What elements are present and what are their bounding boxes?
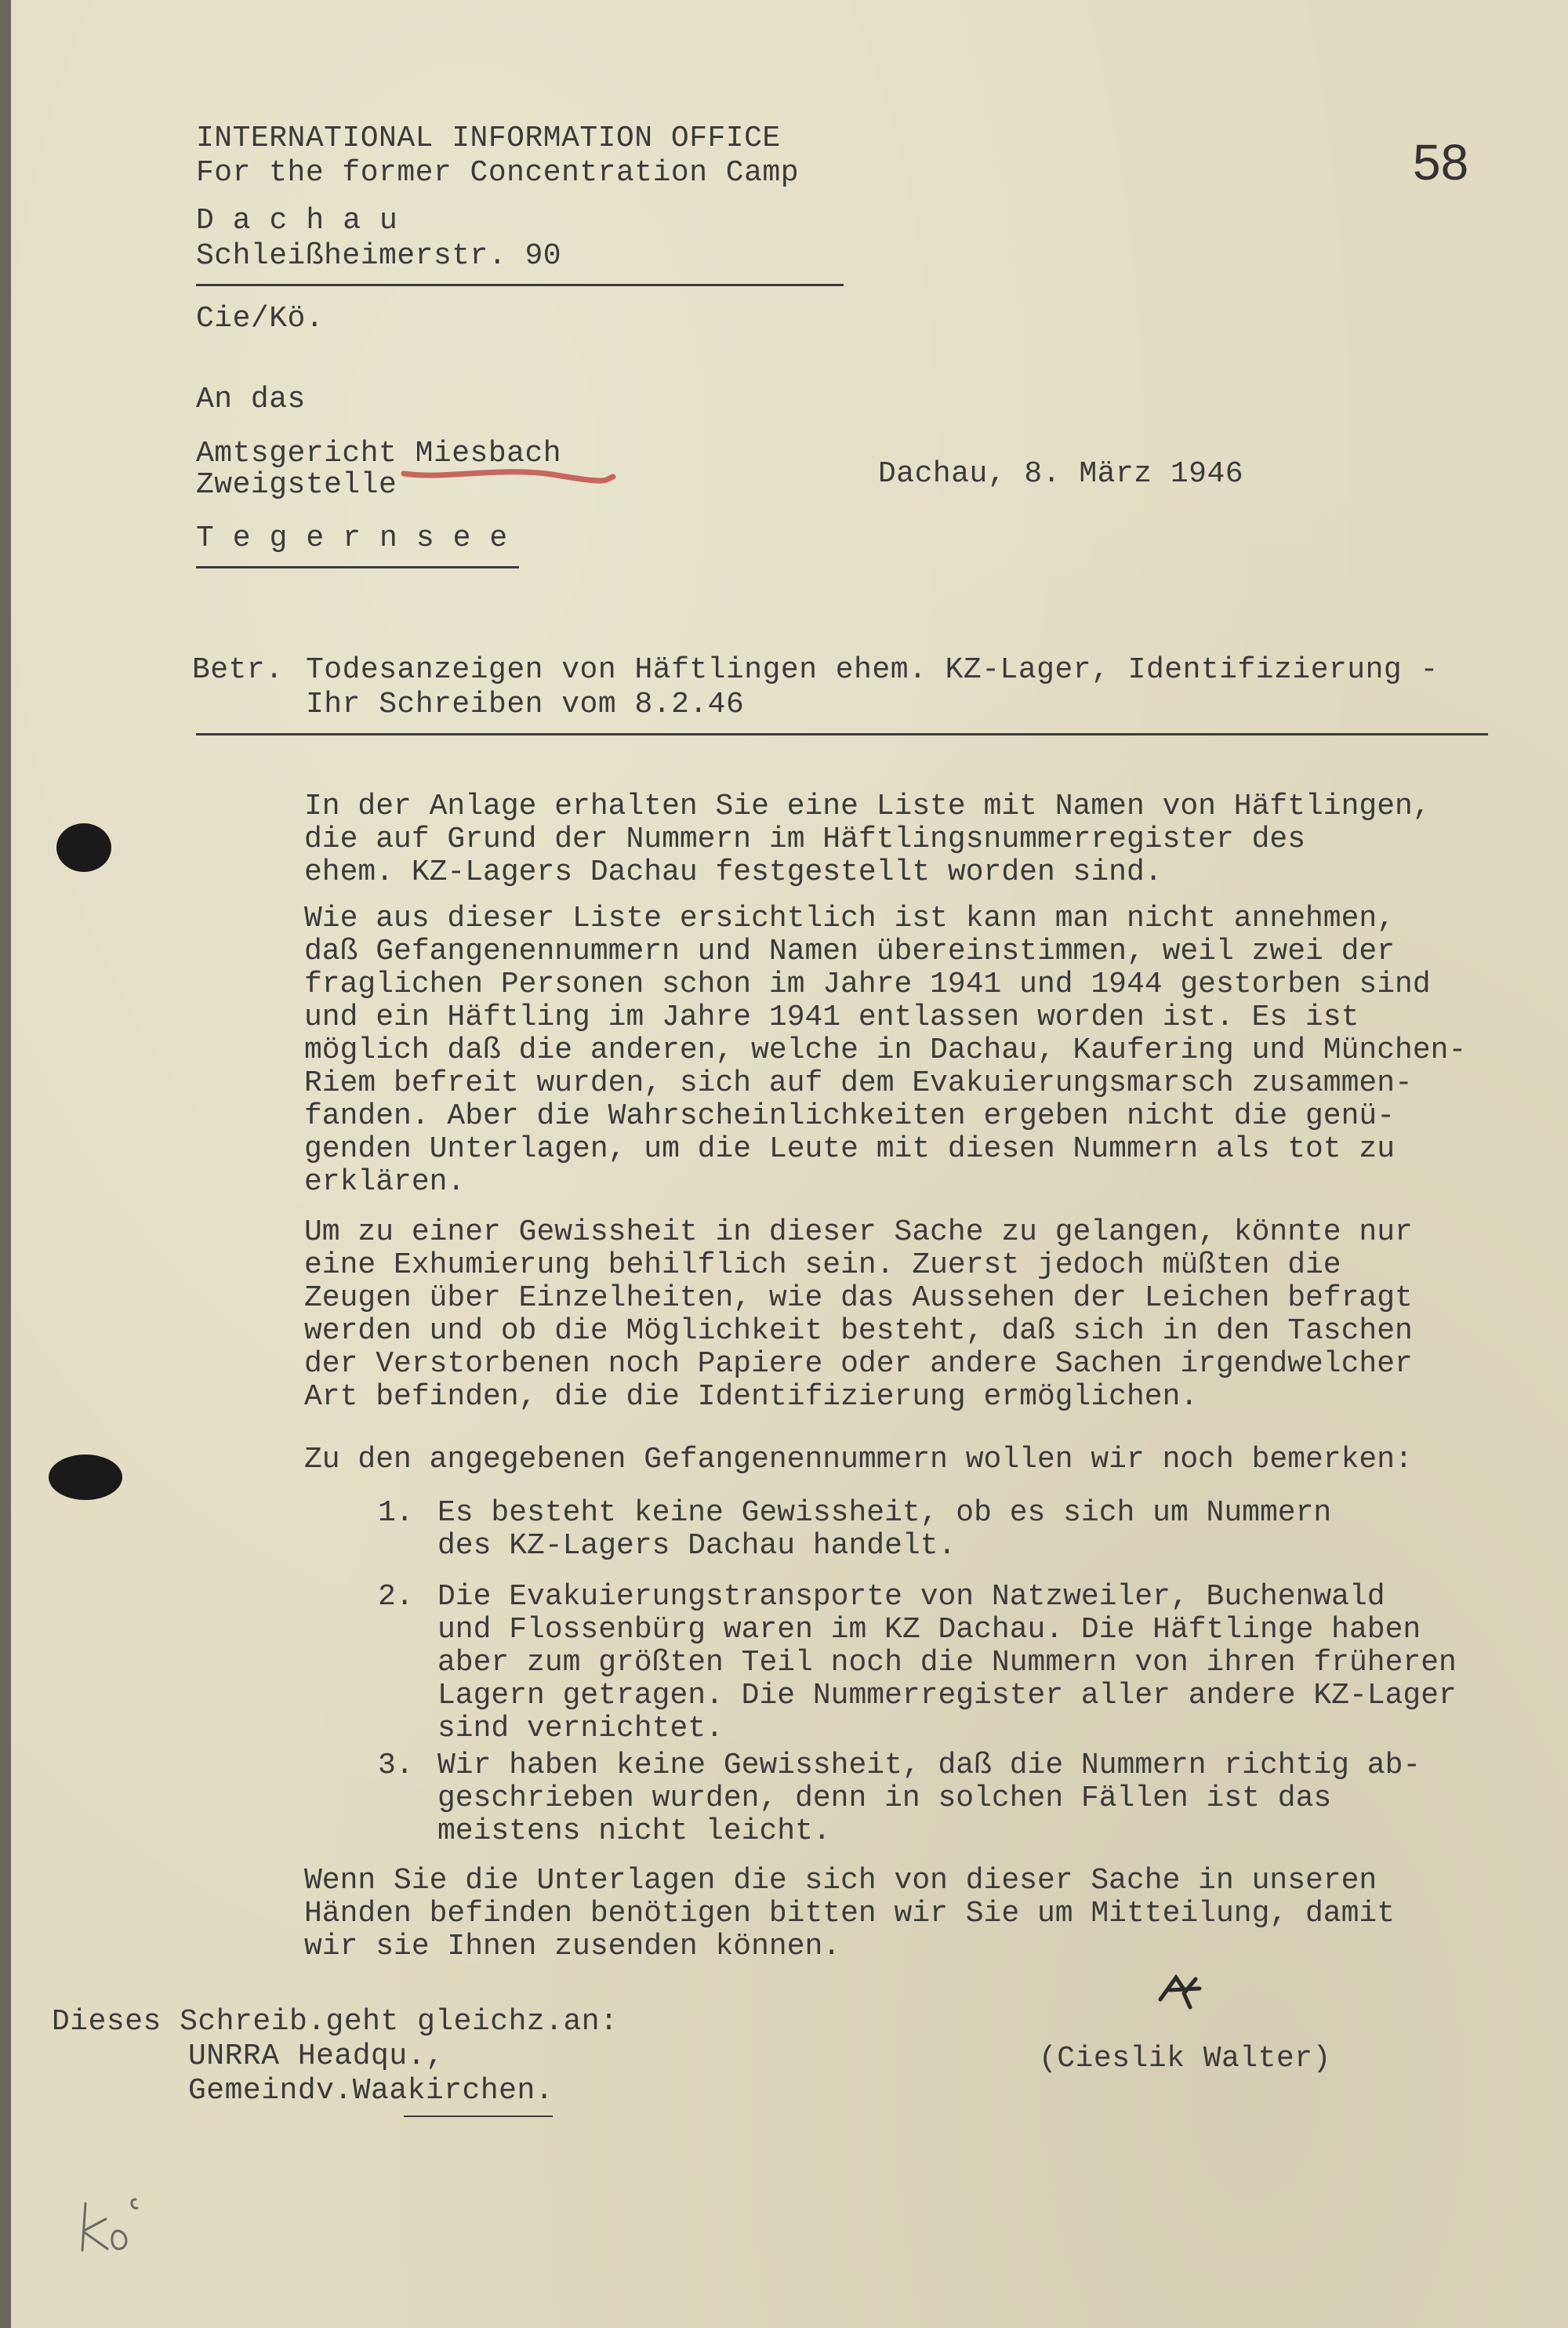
pencil-mark	[74, 2188, 161, 2258]
recipient-line-3: Zweigstelle	[196, 468, 397, 502]
recipient-city: Tegernsee	[196, 521, 527, 555]
paragraph-1-line: In der Anlage erhalten Sie eine Liste mit Namen von Häftlingen,	[304, 790, 1431, 823]
letter-date: Dachau, 8. März 1946	[878, 457, 1244, 491]
list-item-line: und Flossenbürg waren im KZ Dachau. Die Häftlinge haben	[437, 1613, 1421, 1647]
closing-line: Händen befinden benötigen bitten wir Sie um Mitteilung, damit	[304, 1897, 1396, 1930]
list-number: 3.	[378, 1749, 414, 1782]
list-number: 2.	[378, 1580, 414, 1614]
paragraph-1-line: die auf Grund der Nummern im Häftlingsnummerregister des	[304, 823, 1306, 856]
list-item-line: Wir haben keine Gewissheit, daß die Nummern richtig ab-	[437, 1749, 1421, 1782]
red-underline-mark	[400, 456, 619, 488]
paragraph-2-line: daß Gefangenennummern und Namen übereinstimmen, weil zwei der	[304, 935, 1396, 968]
list-item-line: Es besteht keine Gewissheit, ob es sich um Nummern	[437, 1496, 1332, 1530]
paragraph-2-line: erklären.	[304, 1165, 466, 1199]
list-item-line: Die Evakuierungstransporte von Natzweiler, Buchenwald	[437, 1580, 1385, 1614]
list-number: 1.	[378, 1496, 414, 1530]
closing-line: Wenn Sie die Unterlagen die sich von dieser Sache in unseren	[304, 1864, 1377, 1898]
reference-code: Cie/Kö.	[196, 302, 325, 336]
copies-underline	[404, 2116, 553, 2117]
paragraph-3-line: eine Exhumierung behilflich sein. Zuerst jedoch müßten die	[304, 1248, 1341, 1282]
copies-line-1: Dieses Schreib.geht gleichz.an:	[52, 2005, 619, 2039]
paragraph-2-line: Riem befreit wurden, sich auf dem Evakuierungsmarsch zusammen-	[304, 1066, 1413, 1100]
paragraph-2-line: Wie aus dieser Liste ersichtlich ist kann man nicht annehmen,	[304, 902, 1396, 935]
subject-rule	[196, 733, 1488, 735]
subject-line-2: Ihr Schreiben vom 8.2.46	[306, 688, 745, 721]
paragraph-2-line: und ein Häftling im Jahre 1941 entlassen worden ist. Es ist	[304, 1001, 1359, 1034]
list-item-line: des KZ-Lagers Dachau handelt.	[437, 1529, 956, 1563]
page-edge	[0, 0, 11, 2328]
paragraph-2-line: möglich daß die anderen, welche in Dachau, Kaufering und München-	[304, 1033, 1467, 1067]
copies-line-3: Gemeindv.Waakirchen.	[188, 2074, 554, 2108]
letterhead-address: Schleißheimerstr. 90	[196, 239, 562, 273]
paragraph-3-line: Zeugen über Einzelheiten, wie das Aussehen der Leichen befragt	[304, 1281, 1413, 1315]
paragraph-4-line: Zu den angegebenen Gefangenennummern wollen wir noch bemerken:	[304, 1443, 1413, 1476]
paragraph-2-line: genden Unterlagen, um die Leute mit diesen Nummern als tot zu	[304, 1132, 1396, 1166]
signature-scribble	[1152, 1968, 1215, 2015]
paragraph-2-line: fanden. Aber die Wahrscheinlichkeiten ergeben nicht die genü-	[304, 1099, 1396, 1133]
paragraph-1-line: ehem. KZ-Lagers Dachau festgestellt worden sind.	[304, 855, 1163, 889]
subject-line-1: Todesanzeigen von Häftlingen ehem. KZ-Lager, Identifizierung -	[306, 653, 1439, 687]
closing-line: wir sie Ihnen zusenden können.	[304, 1930, 841, 1963]
list-item-line: sind vernichtet.	[437, 1712, 724, 1745]
list-item-line: meistens nicht leicht.	[437, 1814, 831, 1848]
letterhead-line-1: INTERNATIONAL INFORMATION OFFICE	[196, 122, 781, 155]
list-item-line: aber zum größten Teil noch die Nummern von ihren früheren	[437, 1646, 1457, 1680]
signatory-name: (Cieslik Walter)	[1039, 2042, 1331, 2076]
list-item-line: Lagern getragen. Die Nummerregister aller andere KZ-Lager	[437, 1679, 1457, 1712]
letterhead-line-2: For the former Concentration Camp	[196, 156, 800, 190]
page-number: 58	[1413, 134, 1469, 191]
recipient-line-1: An das	[196, 383, 306, 416]
paragraph-3-line: Um zu einer Gewissheit in dieser Sache zu gelangen, könnte nur	[304, 1215, 1413, 1249]
copies-line-2: UNRRA Headqu.,	[188, 2039, 445, 2073]
list-item-line: geschrieben wurden, denn in solchen Fällen ist das	[437, 1781, 1332, 1815]
recipient-line-2: Amtsgericht Miesbach	[196, 437, 562, 470]
punch-hole-top	[56, 823, 111, 872]
paragraph-3-line: werden und ob die Möglichkeit besteht, daß sich in den Taschen	[304, 1314, 1413, 1348]
letterhead-line-3: Dachau	[196, 204, 416, 238]
paragraph-3-line: Art befinden, die die Identifizierung ermöglichen.	[304, 1380, 1199, 1414]
subject-label: Betr.	[192, 653, 284, 687]
letterhead-rule	[196, 284, 844, 286]
punch-hole-bottom	[49, 1455, 122, 1500]
paragraph-3-line: der Verstorbenen noch Papiere oder andere Sachen irgendwelcher	[304, 1347, 1413, 1381]
paragraph-2-line: fraglichen Personen schon im Jahre 1941 und 1944 gestorben sind	[304, 968, 1431, 1001]
recipient-rule	[196, 566, 519, 568]
